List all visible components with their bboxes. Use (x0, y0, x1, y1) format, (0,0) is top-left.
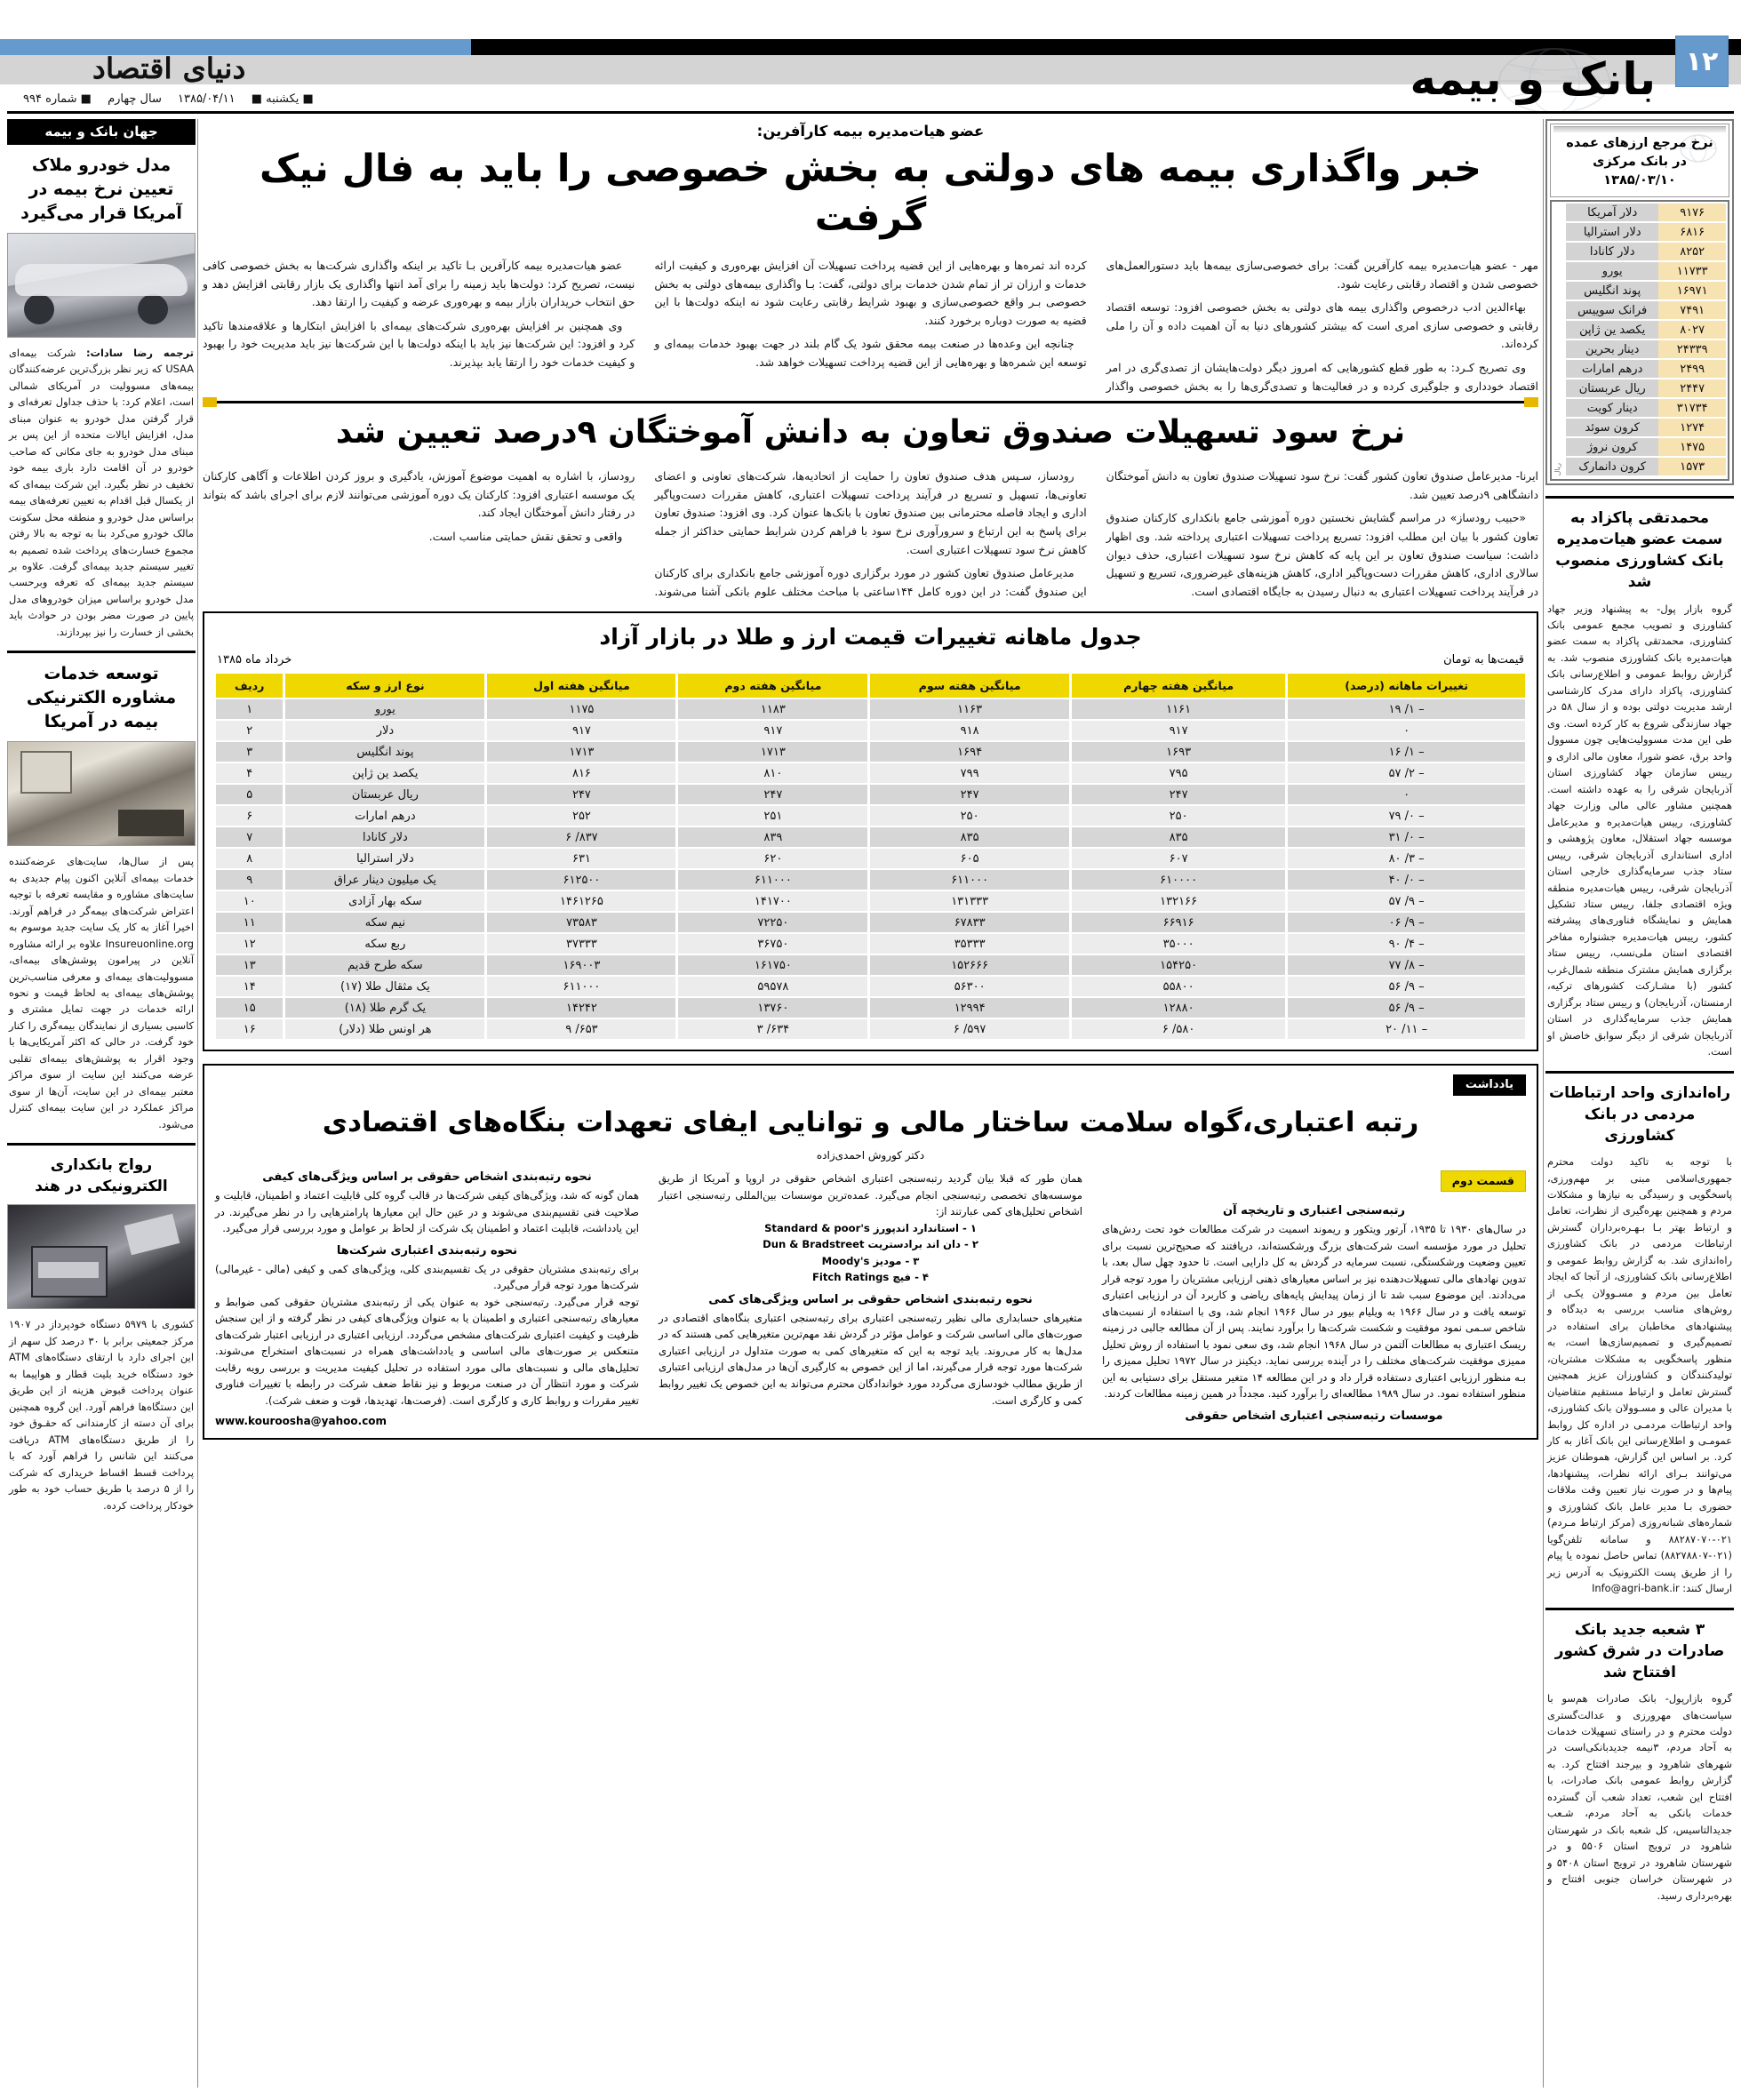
cell-week1: ۶۳۱ (487, 849, 675, 868)
cell-index: ۸ (216, 849, 283, 868)
cell-week3: ۶۷۸۳۳ (870, 913, 1069, 932)
note-section-heading: موسسات رتبه‌سنجی اعتباری اشخاص حقوقی (1185, 1409, 1443, 1423)
cell-name: سکه بهار آزادی (285, 891, 484, 911)
dateline-date: ۱۳۸۵/۰۴/۱۱ (178, 92, 236, 106)
fx-currency-name: کرون نروژ (1566, 437, 1658, 457)
table-header-row (216, 674, 1525, 698)
sidebar-article-title: محمدتقی پاکزاد به سمت عضو هیات‌مدیره بانک کشاورزی منصوب شد (1555, 509, 1724, 592)
cell-name: ریال عربستان (285, 785, 484, 804)
cell-index: ۹ (216, 870, 283, 890)
fx-value: ۱۶۹۷۱ (1658, 281, 1726, 300)
fx-row (1566, 379, 1726, 398)
cell-week3: ۱۱۶۳ (870, 699, 1069, 719)
note-section-body: متغیرهای حسابداری مالی نظیر رتبه‌سنجی اعتباری برای رتبه‌سنجی اعتباری بنگاه‌های اقتصادی در صورت‌های مالی اساسی شرکت و عوامل مؤثر در گردش نقد مهم‌ترین متغیرهایی کمی هستند که در مدل‌ها به کار می‌روند. باید توجه به این که متغیرهای کمی به صورت متداول در ارزیابی اعتباری شرکت‌ها مورد توجه قرار می‌گیرند، اما از این خصوص به کارگیری آن‌ها در مدل‌های ارزیابی اعتباری از طریق مطالب خودسازی می‌گردد مورد خواندادگان محترم می‌تواند به این خصوص یک تغییر روابط کمی و کارگری است. (659, 1311, 1082, 1407)
left-sidebar-item (7, 662, 196, 1132)
paragraph: عضو هیات‌مدیره بیمه کارآفرین بـا تاکید بر اینکه واگذاری شرکت‌ها به بخش خصوصی کافی نیست، تصریح کرد: دولت‌ها باید زمینه را برای آمد انتها واگذاری یک بازار رقابتی افزایش دهد و حق انتخاب خریداران بازار بیمه و بهره‌وری عرضه و کیفیت را ارتقا دهد. (203, 259, 635, 309)
fx-currency-name: درهم امارات (1566, 359, 1658, 379)
sidebar-article-title: ۳ شعبه جدید بانک صادرات در شرق کشور افتتاح شد (1554, 1620, 1725, 1681)
cell-week2: ۹۱۷ (678, 721, 867, 740)
table-row (216, 806, 1525, 826)
cell-name: هر اونس طلا (دلار) (285, 1019, 484, 1039)
cell-name: دلار (285, 721, 484, 740)
fx-row (1566, 437, 1726, 457)
fx-currency-name: یکصد ین ژاپن (1566, 320, 1658, 339)
cell-index: ۱۱ (216, 913, 283, 932)
cell-week4: ۵۸۰/ ۶ (1072, 1019, 1285, 1039)
table-column-header: میانگین هفته سوم (870, 674, 1069, 698)
table-row (216, 827, 1525, 847)
cell-name: درهم امارات (285, 806, 484, 826)
cell-change: – ۱۱/ ۲۰ (1288, 1019, 1525, 1039)
fx-title-line1: نرخ مرجع ارزهای عمده (1566, 136, 1713, 150)
table-column-header: نوع ارز و سکه (285, 674, 484, 698)
fx-value: ۱۲۷۴ (1658, 418, 1726, 437)
fx-rates-caption (1550, 124, 1729, 197)
cell-index: ۱۰ (216, 891, 283, 911)
article-headline: نرخ سود تسهیلات صندوق تعاون به دانش آموختگان ۹درصد تعیین شد (335, 414, 1406, 451)
table-row (216, 699, 1525, 719)
cell-week2: ۱۶۱۷۵۰ (678, 955, 867, 975)
fx-row (1566, 457, 1726, 476)
cell-week2: ۶۱۱۰۰۰ (678, 870, 867, 890)
cell-week2: ۷۲۲۵۰ (678, 913, 867, 932)
fx-row (1566, 359, 1726, 379)
cell-name: یک میلیون دینار عراق (285, 870, 484, 890)
sidebar-article-title: رواج بانکداری الکترونیکی در هند (35, 1156, 168, 1196)
paragraph: «حبیب رودساز» در مراسم گشایش نخستین دوره آموزشی جامع بانکداری کارکنان صندوق تعاون کشور با بیان این مطلب افزود: تسریع پرداخت تسهیلات اعتباری پرداخته شد. وی اظهار داشت: سیاست صندوق تعاون بر این پایه که کاهش نرخ سود تسهیلات اعتباری، حذف دیوان سالاری اداری، کاهش مقررات دست‌وپاگیر اداری، کاهش هزینه‌های غیرضروری، تسریع و تسهیل در فرآیند پرداخت تسهیلات اعتباری به دنبال رسیدن به جایگاه اقتصادی است. (1106, 511, 1538, 598)
sidebar-credit: ترجمه رضا سادات: (85, 346, 194, 359)
cell-week4: ۶۰۷ (1072, 849, 1285, 868)
desk-photo (7, 741, 196, 846)
dateline-year: سال چهارم (108, 92, 162, 106)
table-row (216, 849, 1525, 868)
fx-rates-box (1545, 119, 1734, 485)
table-row (216, 891, 1525, 911)
car-photo (7, 233, 196, 338)
table-column-header: میانگین هفته دوم (678, 674, 867, 698)
note-section-body: توجه قرار می‌گیرد. رتبه‌سنجی خود به عنوان یکی از رتبه‌بندی مشتریان حقوقی کمی ضوابط و معیارهای رتبه‌سنجی اعتباری و اطمینان یا به عنوان ویژگی‌های کیفی در نظر گرفته و از این سنجش ظرفیت و کیفیت اعتباری شرکت‌های مشخص می‌گردد. ارزیابی اعتباری در ارزیابی اعتبار شرکت‌های متنعکس بر صورت‌های مالی اساسی و یادداشت‌های همراه در نسبت‌های استخراج می‌شوند. تحلیل‌های مالی و نسبت‌های مالی مورد استفاده در تحلیل کیفیت مدیریت و بررسی رویه رقابت شرکت و مورد انتظار آن در صنعت مربوط و نیز نقاط ضعف شرکت در رابطه با تغییرات فناوری تغییر مقررات و روابط کاری و کارگری است. (فرصت‌ها، تهدیدها، قوت و ضعف شرکت). (215, 1295, 639, 1407)
article-lead (203, 123, 1538, 395)
paragraph: مهر - عضو هیات‌مدیره بیمه کارآفرین گفت: برای خصوصی‌سازی بیمه‌ها باید دستورالعمل‌های خصوصی شدن و اقتصاد رقابتی رعایت شود. (1106, 259, 1538, 291)
note-section-heading: نحوه رتبه‌بندی اشخاص حقوقی بر اساس ویژگی‌های کیفی (262, 1170, 592, 1184)
table-row (216, 763, 1525, 783)
right-sidebar-news-list (1545, 496, 1734, 1904)
cell-name: دلار استرالیا (285, 849, 484, 868)
cell-week2: ۱۷۱۳ (678, 742, 867, 762)
note-list-item: ۴ - فیچ Fitch Ratings (811, 1271, 929, 1284)
table-row (216, 998, 1525, 1018)
cell-index: ۳ (216, 742, 283, 762)
fx-row (1566, 339, 1726, 359)
dateline (11, 92, 314, 106)
note-section-heading: نحوه رتبه‌بندی اشخاص حقوقی بر اساس ویژگی‌های کمی (708, 1292, 1033, 1306)
cell-week2: ۲۵۱ (678, 806, 867, 826)
cell-week3: ۱۳۱۳۳۳ (870, 891, 1069, 911)
cell-week4: ۱۵۴۲۵۰ (1072, 955, 1285, 975)
section-title: بانک و بیمه (1410, 53, 1656, 105)
cell-change: – ۰/ ۷۹ (1288, 806, 1525, 826)
fx-row (1566, 281, 1726, 300)
note-headline: رتبه اعتباری،گواه سلامت ساختار مالی و توانایی ایفای تعهدات بنگاه‌های اقتصادی (322, 1106, 1419, 1139)
sidebar-divider (1545, 496, 1734, 499)
fx-currency-name: دلار کانادا (1566, 242, 1658, 261)
table-column-header: ردیف (216, 674, 283, 698)
fx-value: ۱۵۷۳ (1658, 457, 1726, 476)
note-section-body: در سال‌های ۱۹۳۰ تا ۱۹۳۵، آرتور ویتکور و ریموند اسمیت در شرکت مطالعات خود تحت ردش‌های تحلیل در مورد مؤسسه است شرکت‌های بزرگ ورشکسته‌اند، دریافتند که صحیح‌ترین نسبت برای تعیین وضعیت ورشکستگی، نسبت سرمایه در گردش به کل دارایی است. تا حدود چهل سال بعد، با تدوین نهادهای مالی تسهیلات‌دهنده نیز بر اساس معیارهای ذهنی ارزیابی مشتریان را مورد توجه قرار می‌دادند. این موضوع سبب شد تا از زمان پیدایش پایه‌های ریاضی و کاربرد آن در ارزیابی اعتباری توسعه یافت و در سال ۱۹۶۶ به ویلیام بیور در سال ۱۹۶۶ انجام شد، وی با استفاده از نسبت‌های شاخص سـمی نمود موفقیت و شکست شرکت‌ها را برآورد نمایند. پس از آن مطالعه جالبی در زمینه ریسک اعتباری به مطالعات آلتمن در سال ۱۹۶۸ انجام شد، وی سعی نمود با استفاده از روش تحلیل ممیزی موفقیت شرکت‌های مختلف را در آینده بررسی نماید. دیکینز در سال ۱۹۷۲ تحلیل ممیزی را بـه منظور ارزیابی اعتباری دستفاده قرار داد و در این مطالعه ۱۴ متغیر مستقل برای دستیابی به این منظور استفاده نمود. در سال ۱۹۸۹ مطالعه‌ای را برآورد کنید. مجدداً در همین زمینه مطالعات کردند. (1102, 1222, 1527, 1401)
fx-row (1566, 242, 1726, 261)
sidebar-article-body: با توجه به تاکید دولت محترم جمهوری‌اسلامی مبنی بر مهم‌ورزی، پاسخگویی و رسیدگی به نیازها و مشکلات مردم و همچنین بهره‌گیری از نظرات، تعامل و ارتباط بهتر بـا بـهـره‌برداران گسترش ارتباطات مردمی در بانک کشاورزی راه‌اندازی شد. به گزارش روابط عمومی و اطلاع‌رسانی بانک کشاورزی، از آنجا که ایجاد تعامل بین مردم و مسـوولان یکـی از روش‌های مناسب بررسی به دیدگاه و پیشنهادهای مخاطبان برای استفاده در تصمیم‌گیری و تصمیم‌سازی‌ها است، به منظور پاسخگویی به مشکلات مشتریان، تولیدکنندگان و کشاورزان عزیز همچنین گسترش تعامل و ارتباط مستقیم متقاضیان با مدیران عالی و مسـوولان بانک کشاورزی، واحد ارتباطات مردمـی در اداره کل روابط عمومـی و اطلاع‌رسانی این بانک آغاز به کار کرد. بر اساس این گزارش، هموطنان عزیز می‌توانند بـرای ارائه نظرات، پیشنهادها، پیام‌ها و در صورت نیاز تعیین وقت ملاقات حضوری بـا مدیر عامل بانک کشاورزی و شماره‌های شبانه‌روزی (مرکز ارتباط مـردم) ۰۲۱-۸۸۲۸۷۰۷۰ و سامانه تلفن‌گویا (۰۲۱-۸۸۲۷۸۸۰۷) تماس حاصل نموده یا پیام را از طریق پست الکترونیک به آدرس زیر ارسال کنند: Info@agri-bank.ir (1547, 1155, 1732, 1595)
table-row (216, 955, 1525, 975)
table-subheader (217, 653, 1524, 667)
table-column-header: میانگین هفته چهارم (1072, 674, 1285, 698)
cell-week2: ۲۴۷ (678, 785, 867, 804)
cell-change: – ۰/ ۴۰ (1288, 870, 1525, 890)
fx-value: ۲۴۹۹ (1658, 359, 1726, 379)
cell-week4: ۶۶۹۱۶ (1072, 913, 1285, 932)
cell-week1: ۹۱۷ (487, 721, 675, 740)
column-divider-right (1543, 119, 1544, 2088)
fx-currency-name: پوند انگلیس (1566, 281, 1658, 300)
sidebar-divider (1545, 1608, 1734, 1610)
cell-name: یک مثقال طلا (۱۷) (285, 977, 484, 996)
cell-index: ۴ (216, 763, 283, 783)
sidebar-article-title: توسعه خدمات مشاوره الکترنیکی بیمه در آمریکا (26, 664, 177, 732)
cell-week3: ۳۵۳۳۳ (870, 934, 1069, 954)
cell-name: سکه طرح قدیم (285, 955, 484, 975)
fx-value: ۷۴۹۱ (1658, 300, 1726, 320)
note-section-body: برای رتبه‌بندی مشتریان حقوقی در یک تقسیم‌بندی کلی، ویژگی‌های کمی و کیفی (مالی - غیرمالی) شرکت‌ها مورد توجه قرار می‌گیرد. (215, 1262, 639, 1292)
note-byline: دکتر کوروش احمدی‌زاده (816, 1148, 925, 1162)
cell-index: ۱۵ (216, 998, 283, 1018)
fx-table-wrap (1550, 200, 1729, 481)
cell-week3: ۲۴۷ (870, 785, 1069, 804)
fx-row (1566, 222, 1726, 242)
fx-row (1566, 320, 1726, 339)
cell-week1: ۶۱۲۵۰۰ (487, 870, 675, 890)
left-sidebar-item (7, 154, 196, 640)
sidebar-divider (7, 1143, 196, 1146)
cell-week1: ۱۱۷۵ (487, 699, 675, 719)
fx-value: ۲۴۴۷ (1658, 379, 1726, 398)
article-headline: خبر واگذاری بیمه های دولتی به بخش خصوصی را باید به فال نیک گرفت (260, 147, 1481, 241)
cell-week2: ۸۱۰ (678, 763, 867, 783)
column-divider-left (197, 119, 198, 2088)
pos-terminal-photo (7, 1204, 196, 1309)
table-row (216, 870, 1525, 890)
fx-side-label: ریال (1553, 462, 1561, 476)
sidebar-article-body: گروه بازار پول- به پیشنهاد وزیر جهاد کشاورزی و تصویب مجمع عمومی بانک کشاورزی، محمدتقی پاکزاد به سمت عضو هیات‌مدیره بانک کشاورزی منصوب شد. به گزارش روابط عمومی و اطلاع‌رسانی بانک کشاورزی، پاکزاد دارای مدرک کارشناسی ارشد مدیریت دولتی بوده و از سال ۵۸ در جهاد سازندگی شروع به کار کرده است. وی طی این مدت مسوولیت‌هایی چون مسوول واحد برق، عضو شورا، معاون مالی اداری و رییس سازمان جهاد کشاورزی استان آذربایجان شرقی را به عهده داشته است. همچنین مشاور عالی مالی وزارت جهاد کشاورزی، رییس هیات‌مدیره و مدیرعامل موسسه جهاد استقلال، معاون پژوهشی و اداری استانداری آذربایجان شرقی، رییس ستاد جذب سرمایه‌گذاری خارجی استان آذربایجان شرقی، رییس هیات‌مدیره منطقه ویژه اقتصادی جلفا، رییس ستاد تشکیل همایش و نمایشگاه فناوری‌های پیشرفته کشور، رییس هیات‌مدیره جشنواره مفاخر اقتصادی استان ملی‌نسب، رییس ستاد برگزاری همایش مشترک منطقه شمال‌غرب کشور (با مشـارکت کشورهای ترکیه، ارمنستان، آذربایجان) و رییس ستاد برگزاری همایش جذب سرمایه‌گذاری در استان آذربایجان شرقی از دیگر سوابق خاصش او است. (1547, 602, 1733, 1058)
paragraph: واقعی و تحقق نقش حمایتی مناسب است. (428, 530, 623, 544)
paragraph: چنانچه این وعده‌ها در صنعت بیمه محقق شود یک گام بلند در جهت بهبود خدمات بیمه‌ای و توسعه این شمره‌ها و بهره‌هایی از این قضیه پرداخت تسهیلات خواهد شد. (654, 337, 1087, 370)
cell-index: ۶ (216, 806, 283, 826)
cell-week2: ۶۲۰ (678, 849, 867, 868)
note-body (215, 1170, 1526, 1427)
cell-week3: ۶۰۵ (870, 849, 1069, 868)
fx-row (1566, 261, 1726, 281)
sidebar-divider (1545, 1071, 1734, 1074)
cell-name: یک گرم طلا (۱۸) (285, 998, 484, 1018)
part-badge: قسمت دوم (1441, 1170, 1526, 1192)
page-number: ۱۲ (1675, 36, 1729, 87)
cell-week1: ۲۴۷ (487, 785, 675, 804)
fx-value: ۲۴۳۳۹ (1658, 339, 1726, 359)
cell-name: یورو (285, 699, 484, 719)
cell-week2: ۵۹۵۷۸ (678, 977, 867, 996)
note-list-item: ۳ - مودیز Moody's (821, 1254, 920, 1267)
cell-change: – ۳/ ۸۰ (1288, 849, 1525, 868)
note-article (203, 1064, 1538, 1439)
cell-change: – ۱/ ۱۶ (1288, 742, 1525, 762)
fx-currency-name: ریال عربستان (1566, 379, 1658, 398)
paragraph: رودساز، سـپس هدف صندوق تعاون را حمایت از اتحادیه‌ها، شرکت‌های تعاونی و اعضای تعاونی‌ها، تسهیل و تسریع در فرآیند پرداخت تسهیلات اعتباری، کاهش مقررات دست‌وپاگیر اداری و ایجاد فاصله محترمانی بین صندوق تعاون با بانک‌ها عنوان کرد. وی افزود: صندوق تعاون برای پاسخ به این ارتباع و سرورآوری نرخ سود با فراهم کردن شرایط حمایتی حداکثر از جمله کاهش نرخ سود تسهیلات اعتباری است. (654, 469, 1087, 556)
main-content (203, 119, 1538, 1440)
sidebar-article-body: گروه بازارپول- بانک صادرات هم‌سو با سیاست‌های مهرورزی و عدالت‌گستری دولت محترم و در راستای تسهیلات خدمات به آحاد مردم، ۳نیمه جدیدبانکی‌است در شهرهای شاهرود و بیرجند افتتاح کرد. به گزارش روابط عمومی بانک صادرات، با افتتاح این شعب، تعداد شعب آن گسترده خدمات بانکی به آحاد مردم، شـعب جدیدالتاسیس، کل شعبه بانک در شهرستان شاهرود در ترویج استان ۵۵۰۶ و در شهرستان شاهرود در ترویج استان ۵۴۰۸ و در شهرستان خراسان جنوبی افتتاح و بهره‌برداری رسید. (1547, 1692, 1732, 1902)
article-body (203, 467, 1538, 601)
cell-change: – ۹/ ۵۶ (1288, 977, 1525, 996)
sidebar-article-title: راه‌اندازی واحد ارتباطات مردمی در بانک کشاورزی (1549, 1083, 1730, 1145)
fx-currency-name: دلار استرالیا (1566, 222, 1658, 242)
fx-value: ۸۰۲۷ (1658, 320, 1726, 339)
cell-name: نیم سکه (285, 913, 484, 932)
cell-week4: ۵۵۸۰۰ (1072, 977, 1285, 996)
article-body (203, 257, 1538, 395)
cell-index: ۲ (216, 721, 283, 740)
paragraph: بهاءالدین ادب درخصوص واگذاری بیمه های دولتی به بخش خصوصی افزود: توسعه اقتصاد رقابتی و خصوصی سازی امری است که بیشتر کشورهای دنیا به آن اهمیت داده و آن را ملی کرده‌اند. (1106, 300, 1538, 351)
fx-currency-name: کرون دانمارک (1566, 457, 1658, 476)
fx-value: ۱۱۷۳۳ (1658, 261, 1726, 281)
cell-week4: ۶۱۰۰۰۰ (1072, 870, 1285, 890)
cell-week1: ۱۴۲۴۲ (487, 998, 675, 1018)
cell-change: – ۰/ ۳۱ (1288, 827, 1525, 847)
fx-row (1566, 398, 1726, 418)
cell-change: ۰ (1288, 785, 1525, 804)
cell-week4: ۱۶۹۳ (1072, 742, 1285, 762)
cell-week3: ۵۹۷/ ۶ (870, 1019, 1069, 1039)
article-separator-rule (203, 401, 1538, 403)
cell-week3: ۱۵۲۶۶۶ (870, 955, 1069, 975)
cell-week3: ۷۹۹ (870, 763, 1069, 783)
cell-change: ۰ (1288, 721, 1525, 740)
cell-week4: ۳۵۰۰۰ (1072, 934, 1285, 954)
fx-row (1566, 418, 1726, 437)
table-row (216, 785, 1525, 804)
dateline-issue: ■ شماره ۹۹۴ (23, 92, 92, 106)
fx-currency-name: دینار بحرین (1566, 339, 1658, 359)
note-section-body: همان طور که قبلا بیان گردید رتبه‌سنجی اعتباری اشخاص حقوقی در اروپا و آمریکا از طریق موسسه‌های تخصصی رتبه‌سنجی انجام می‌گیرد. عمده‌ترین موسسات بین‌المللی رتبه‌سنجی اعتبار اشخاص تحلیل‌های کمی عبارتند از: (659, 1171, 1082, 1218)
fx-value: ۳۱۷۳۴ (1658, 398, 1726, 418)
cell-index: ۱۲ (216, 934, 283, 954)
table-column-header: میانگین هفته اول (487, 674, 675, 698)
sidebar-article-body: پس از سال‌ها، سایت‌های عرضه‌کننده خدمات بیمه‌ای آنلاین اکنون پیام جدیدی به سایت‌های مشاوره و مقایسه تعرفه با توجیه اعتراض شرکت‌های بیمه‌گر در فراهم آورند. اخیرا آغاز به کار یک سایت جدید موسوم به Insureuonline.org علاوه بر ارائه مشاوره آنلاین در پیرامون پوشش‌های بیمه‌ای، مسوولیت‌های بیمه‌ای و معرفی مناسب‌ترین پوشش‌های بیمه‌ای به لحاظ قیمت و نحوه ارائه خدمات در جهت تمایل مشتری و کاسبی بسیاری از نمایندگان بیمه‌گری را کنار خود گرفت. در حالی که اکثر آمریکایی‌ها با وجود اقرار به پوشش‌های بیمه‌ای تقلبی عرضه می‌کنند این سایت از سوی مراکز معتبر بیمه‌ای در این سایت، آن‌ها از سوی مراکز عملکرد در این سایت بیمه‌ای کنترل می‌شود. (9, 855, 194, 1130)
table-month: خرداد ماه ۱۳۸۵ (217, 653, 292, 667)
paragraph: وی همچنین بر افزایش بهره‌وری شرکت‌های بیمه‌ای با افزایش ابتکارها و علاقه‌مندها تاکید کرد و افزود: این شرکت‌ها نیز باید با اینکه دولت‌ها با این شرکت‌ها نیز باید مدیریت خود را بهبود و کیفیت خدمات خود را ارتقا یابد بپذیرند. (203, 318, 635, 370)
table-title: جدول ماهانه تغییرات قیمت ارز و طلا در بازار آزاد (599, 624, 1142, 651)
cell-week4: ۷۹۵ (1072, 763, 1285, 783)
fx-currency-name: فرانک سوییس (1566, 300, 1658, 320)
cell-week2: ۱۱۸۳ (678, 699, 867, 719)
table-column-header: تغییرات ماهانه (درصد) (1288, 674, 1525, 698)
cell-week1: ۸۳۷/ ۶ (487, 827, 675, 847)
table-row (216, 934, 1525, 954)
cell-week4: ۹۱۷ (1072, 721, 1285, 740)
paragraph: ایرنا- مدیرعامل صندوق تعاون کشور گفت: نرخ سود تسهیلات صندوق تعاون به دانش آموختگان دانشگاهی ۹درصد تعیین شد. (1106, 469, 1538, 501)
cell-index: ۵ (216, 785, 283, 804)
fx-value: ۹۱۷۶ (1658, 204, 1726, 222)
cell-week1: ۱۶۹۰۰۳ (487, 955, 675, 975)
cell-week1: ۲۵۲ (487, 806, 675, 826)
left-sidebar-header: جهان بانک و بیمه (7, 119, 196, 145)
cell-week1: ۶۵۳/ ۹ (487, 1019, 675, 1039)
note-section-heading: نحوه رتبه‌بندی اعتباری شرکت‌ها (336, 1243, 518, 1258)
masthead-rule (7, 111, 1734, 114)
fx-gold-table (213, 672, 1528, 1041)
sidebar-article-body: ترجمه رضا سادات: شرکت بیمه‌ای USAA که زیر نظر بزرگ‌ترین عرضه‌کنندگان بیمه‌های مسوولیت در آمریکای شمالی است، اعلام کرد: با حذف جداول تعرفه‌ای و قرار گرفتن مدل خودرو به عنوان مبنای مدل، افزایش ایالات متحده از این پس بر مبنای مدل خودرو به جای مکانی که صاحب خودرو در آن اقامت دارد باری بیمه خود تخفیف در نظر بگیرد. این شرکت بیمه‌ای که از یکسال قبل اقدام به تعیین تعرفه‌های بیمه براساس مدل خودرو و منطقه محل سکونت مالک خودرو می‌کرد بنا به توجه به بالا رفتن مجموع خسارت‌های پرداخت شده تصمیم به تغییر سیستم جدید بیمه‌ای گرفت. علاوه بر سیستم جدید بیمه‌ای که تعرفه وبرحسب مدل خودرو براساس میزان خودروهای مدل پایین در صورت مضر بودن در حوادث باید بخشی از خسارت را نیز بپردازند. (9, 346, 194, 638)
note-list-item: ۲ - دان اند برادستریت Dun & Bradstreet (763, 1238, 978, 1251)
note-list-item: ۱ - استاندارد اندپورز Standard & poor's (764, 1221, 977, 1234)
table-row (216, 1019, 1525, 1039)
cell-change: – ۴/ ۹۰ (1288, 934, 1525, 954)
table-unit-note: قیمت‌ها به تومان (1443, 653, 1524, 667)
masthead (0, 0, 1741, 116)
note-tag: یادداشت (1453, 1074, 1526, 1096)
cell-index: ۱۶ (216, 1019, 283, 1039)
fx-rates-table (1566, 204, 1726, 477)
article-second (203, 412, 1538, 601)
cell-name: یکصد ین ژاپن (285, 763, 484, 783)
cell-change: – ۹/ ۵۷ (1288, 891, 1525, 911)
fx-currency-name: دلار آمریکا (1566, 204, 1658, 222)
cell-change: – ۱/ ۱۹ (1288, 699, 1525, 719)
fx-currency-name: کرون سوئد (1566, 418, 1658, 437)
cell-name: پوند انگلیس (285, 742, 484, 762)
cell-week2: ۱۴۱۷۰۰ (678, 891, 867, 911)
cell-week1: ۷۳۵۸۳ (487, 913, 675, 932)
cell-week2: ۱۳۷۶۰ (678, 998, 867, 1018)
paragraph: مدیرعامل صندوق تعاون کشور در مورد برگزاری دوره آموزشی جامع بانکداری برای کارکنان این صندوق گفت: در این دوره کامل ۱۴۴ساعتی با مباحث مختلف علوم بانکی آشنا می‌شوند. رودساز، با اشاره به اهمیت موضوع آموزش، یادگیری و بروز کردن اطلاعات و آگاهی کارکنان یک موسسه اعتباری افزود: کارکنان یک دوره آموزشی می‌توانند لازم برای اجرای باشد که بتواند در رفتار دانش آموختگان ایجاد کند. (203, 469, 1087, 598)
cell-week1: ۱۷۱۳ (487, 742, 675, 762)
paragraph: وی تصریح کـرد: به طور قطع کشورهایی که امروز دیگر دولت‌هایشان از تصدی‌گری در امر اقتصاد خودداری و جلوگیری کرده و در فعالیت‌ها و تصدی‌گری‌ها را به بخش خصوصی واگذار کرده اند ثمره‌ها و بهره‌هایی از این قضیه پرداخت تسهیلات آن افزایش بهره‌وری و کیفیت ارائه خدمات و ارزان تر از تمام شدن خدمات برای دولتی، گفت: بـا واگذاری بیمه‌های دولتی به بخش خصوصی بـر واقع خصوصی‌سازی و بهبود شرایط رقابتی رعایت شود نه اینکه دولت‌ها با این قضیه به صورت دوباره برخورد کنند. (654, 259, 1538, 393)
cell-change: – ۹/ ۵۶ (1288, 998, 1525, 1018)
sidebar-article-title: مدل خودرو ملاک تعیین نرخ بیمه در آمریکا قرار می‌گیرد (20, 156, 182, 223)
cell-index: ۱ (216, 699, 283, 719)
table-row (216, 721, 1525, 740)
cell-name: دلار کانادا (285, 827, 484, 847)
newspaper-logo: دنیای اقتصاد (92, 52, 246, 85)
cell-week3: ۸۳۵ (870, 827, 1069, 847)
cell-week2: ۳۶۷۵۰ (678, 934, 867, 954)
cell-name: ربع سکه (285, 934, 484, 954)
cell-week4: ۲۵۰ (1072, 806, 1285, 826)
cell-index: ۷ (216, 827, 283, 847)
cell-index: ۱۴ (216, 977, 283, 996)
cell-week2: ۸۳۹ (678, 827, 867, 847)
cell-week3: ۱۶۹۴ (870, 742, 1069, 762)
note-section-body: همان گونه که شد، ویژگی‌های کیفی شرکت‌ها در قالب گروه کلی قابلیت اعتماد و اطمینان، قابلیت و صلاحیت فنی تقسیم‌بندی می‌شوند و در عین حال این معیارها پارامترهایی را در نظر می‌گیرند. در این یادداشت، قابلیت اعتماد و اطمینان یک شرکت از لحاظ بر عوامل و مورد بررسی قرار می‌گیرد. (215, 1188, 639, 1235)
left-sidebar (7, 119, 196, 1522)
fx-row (1566, 204, 1726, 222)
cell-week3: ۵۶۳۰۰ (870, 977, 1069, 996)
cell-week3: ۲۵۰ (870, 806, 1069, 826)
cell-week4: ۲۴۷ (1072, 785, 1285, 804)
cell-week1: ۱۴۶۱۲۶۵ (487, 891, 675, 911)
author-email[interactable]: www.kouroosha@yahoo.com (215, 1414, 387, 1427)
sidebar-divider (7, 651, 196, 653)
dateline-day: ■ یکشنبه ■ (251, 92, 314, 106)
left-sidebar-item (7, 1154, 196, 1513)
cell-week3: ۱۲۹۹۴ (870, 998, 1069, 1018)
cell-week4: ۸۳۵ (1072, 827, 1285, 847)
cell-week3: ۶۱۱۰۰۰ (870, 870, 1069, 890)
cell-week1: ۶۱۱۰۰۰ (487, 977, 675, 996)
right-sidebar (1545, 119, 1734, 1912)
cell-week4: ۱۲۸۸۰ (1072, 998, 1285, 1018)
fx-currency-name: یورو (1566, 261, 1658, 281)
note-section-heading: رتبه‌سنجی اعتباری و تاریخچه آن (1223, 1203, 1405, 1218)
cell-change: – ۲/ ۵۷ (1288, 763, 1525, 783)
cell-week2: ۶۳۴/ ۳ (678, 1019, 867, 1039)
article-kicker: عضو هیات‌مدیره بیمه کارآفرین: (756, 123, 985, 140)
table-row (216, 742, 1525, 762)
fx-row (1566, 300, 1726, 320)
fx-value: ۶۸۱۶ (1658, 222, 1726, 242)
cell-week1: ۳۷۳۳۳ (487, 934, 675, 954)
cell-week3: ۹۱۸ (870, 721, 1069, 740)
cell-change: – ۹/ ۰۶ (1288, 913, 1525, 932)
fx-value: ۸۲۵۲ (1658, 242, 1726, 261)
fx-currency-name: دینار کویت (1566, 398, 1658, 418)
sidebar-article-body: کشوری با ۵۹۷۹ دستگاه خودپرداز در ۱۹۰۷ مرکز جمعیتی برابر با ۳۰ درصد کل سهم از این اجرای دارد با ارتقای دستگاه‌های ATM خود دستگاه خرید بلیت قطار و هواپیما به عنوان پرداخت قبوض هزینه از این طریق این دستگاه‌ها فراهم آورد. این گروه همچنین برای آن دسته از کارمندانی که حقـوق خود را از طریق دستگاه‌های ATM دریافت می‌کنند این شانس را فراهم آورد که با پرداخت قسط اقساط خریداری که شرکت را از ۵ درصد با طریق حساب خود به طور خودکار پرداخت کرده. (9, 1318, 195, 1512)
cell-index: ۱۳ (216, 955, 283, 975)
table-row (216, 977, 1525, 996)
cell-week4: ۱۳۲۱۶۶ (1072, 891, 1285, 911)
fx-value: ۱۴۷۵ (1658, 437, 1726, 457)
cell-week1: ۸۱۶ (487, 763, 675, 783)
fx-title-line2: در بانک مرکزی ۱۳۸۵/۰۳/۱۰ (1593, 155, 1687, 188)
cell-change: – ۸/ ۷۷ (1288, 955, 1525, 975)
fx-gold-monthly-table-box (203, 611, 1538, 1051)
cell-week4: ۱۱۶۱ (1072, 699, 1285, 719)
table-row (216, 913, 1525, 932)
